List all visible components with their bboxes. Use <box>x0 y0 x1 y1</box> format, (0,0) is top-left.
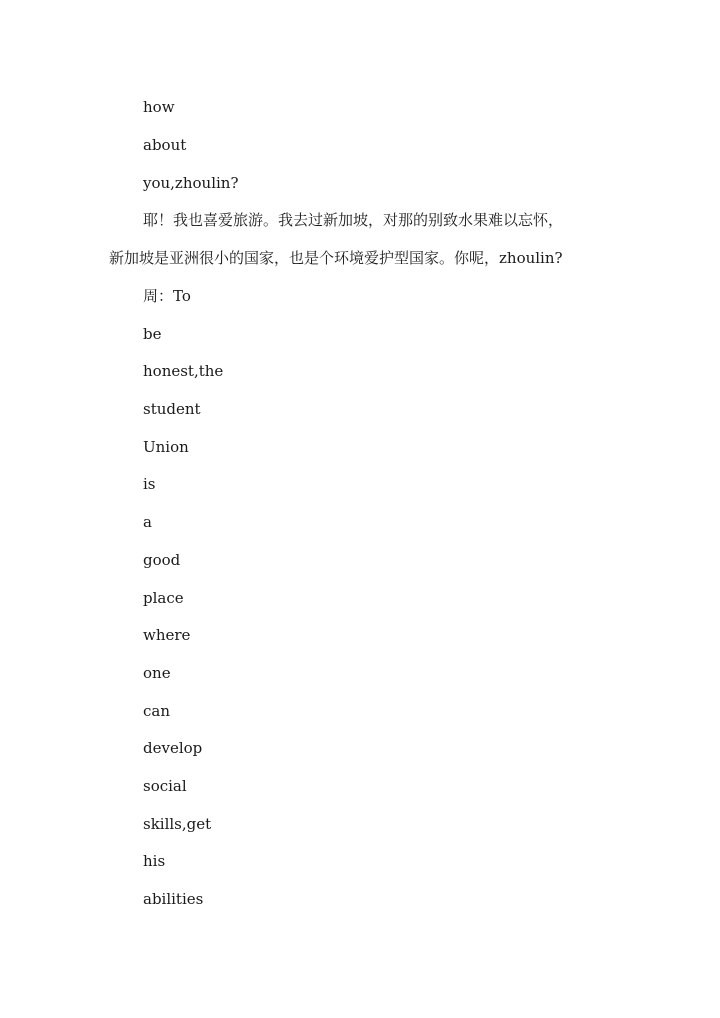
text-line: skills,get <box>143 815 212 833</box>
text-line: place <box>143 589 184 607</box>
text-line: abilities <box>143 890 204 908</box>
text-line: can <box>143 702 171 720</box>
text-line: you,zhoulin? <box>143 174 239 192</box>
text-line: about <box>143 136 187 154</box>
text-line: how <box>143 98 175 116</box>
text-line: one <box>143 664 171 682</box>
text-line: is <box>143 475 156 493</box>
text-line: a <box>143 513 152 531</box>
text-line: be <box>143 325 162 343</box>
text-line: student <box>143 400 201 418</box>
text-line: good <box>143 551 181 569</box>
paragraph-line: 新加坡是亚洲很小的国家，也是个环境爱护型国家。你呢，zhoulin? <box>109 249 563 267</box>
text-line: develop <box>143 739 203 757</box>
text-line: where <box>143 626 191 644</box>
paragraph-line: 耶！我也喜爱旅游。我去过新加坡，对那的别致水果难以忘怀， <box>143 211 564 229</box>
text-line: Union <box>143 438 189 456</box>
text-line: honest,the <box>143 362 224 380</box>
text-line: social <box>143 777 187 795</box>
text-line: his <box>143 852 166 870</box>
text-line: 周：To <box>143 287 191 305</box>
